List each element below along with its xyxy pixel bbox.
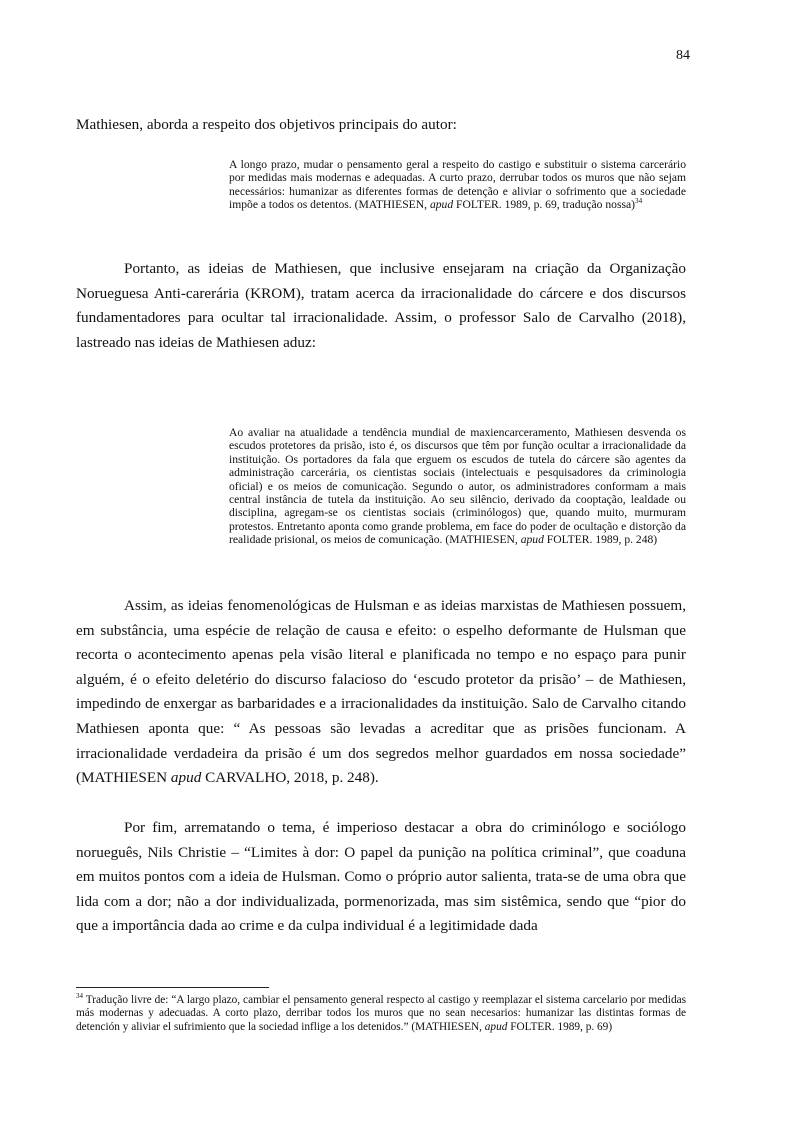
block-quote-1 (229, 158, 686, 212)
footnote-tail: FOLTER. 1989, p. 69) (510, 1020, 613, 1033)
paragraph-christie-text: Por fim, arrematando o tema, é imperioso destacar a obra do criminólogo e sociólogo norueguês, Nils Christie – “Limites à dor: O papel da punição na política criminal”, que coaduna em muitos pontos com a ideia de Hulsman. Como o próprio autor salienta, trata-se de uma obra que lida com a dor; não a dor individualizada, pormenorizada, mas sim sistêmica, sendo que “pior do que a importância dada ao crime e da culpa individual é a legitimidade dada (76, 819, 686, 935)
quote-1-apud: apud (429, 198, 454, 212)
paragraph-hulsman-tail: CARVALHO, 2018, p. 248). (205, 769, 379, 787)
paragraph-intro-text: Mathiesen, aborda a respeito dos objetivos principais do autor: (76, 116, 457, 133)
footnote-apud: apud (484, 1020, 508, 1033)
paragraph-hulsman-text: Assim, as ideias fenomenológicas de Hulsman e as ideias marxistas de Mathiesen possuem, em substância, uma espécie de relação de causa e efeito: o espelho deformante de Hulsman que recorta o acontecimento apenas pela visão literal e planificada no tempo e no espaço para punir alguém, é o efeito deletério do discurso falacioso do ‘escudo protetor da prisão’ – de Mathiesen, impedindo de enxergar as barbaridades e a irracionalidades da instituição. Salo de Carvalho citando Mathiesen aponta que: “ As pessoas são levadas a acreditar que as prisões funcionam. A irracionalidade verdadeira da prisão é um dos segredos melhor guardados em nossa sociedade” (MATHIESEN (76, 597, 686, 787)
quote-1-tail: FOLTER. 1989, p. 69, tradução nossa) (456, 198, 635, 212)
quote-2-apud: apud (520, 533, 544, 547)
paragraph-intro (76, 113, 686, 138)
page-number: 84 (676, 48, 690, 63)
paragraph-christie (76, 816, 686, 939)
footnote-number: 34 (76, 992, 83, 1001)
paragraph-hulsman-mathiesen (76, 594, 686, 791)
quote-2-tail: FOLTER. 1989, p. 248) (546, 533, 658, 547)
footnote-34 (76, 994, 686, 1034)
footnote-text: Tradução livre de: “A largo plazo, cambiar el pensamento general respecto al castigo y reemplazar el sistema carcelario por medidas más modernas y adecuadas. A corto plazo, derribar todos los muros que no sean necesarios: humanizar las distintas formas de detención y aliviar el sufrimiento que la sociedad inflige a los detenidos.” (MATHIESEN, (76, 994, 686, 1033)
footnote-separator (76, 987, 269, 988)
quote-1-text: A longo prazo, mudar o pensamento geral a respeito do castigo e substituir o sistema carcerário por medidas mais modernas e adequadas. A curto prazo, derrubar todos os muros que não sejam necessários: humanizar as diferentes formas de detenção e aliviar o sofrimento que a sociedade impõe a todos os detentos. (MATHIESEN, (229, 158, 686, 212)
paragraph-krom (76, 257, 686, 355)
paragraph-krom-text: Portanto, as ideias de Mathiesen, que inclusive ensejaram na criação da Organização Norueguesa Anti-carerária (KROM), tratam acerca da irracionalidade do cárcere e dos discursos fundamentadores para ocultar tal irracionalidade. Assim, o professor Salo de Carvalho (2018), lastreado nas ideias de Mathiesen aduz: (76, 260, 686, 351)
quote-2-text: Ao avaliar na atualidade a tendência mundial de maxiencarceramento, Mathiesen desvenda os escudos protetores da prisão, isto é, os discursos que têm por função ocultar a irracionalidade da instituição. Os portadores da fala que erguem os escudos de tutela do cárcere são agentes da administração carcerária, os cientistas sociais (intelectuais e pesquisadores da criminologia oficial) e os meios de comunicação. Segundo o autor, os administradores conformam a mais central instância de tutela da instituição. Ao seu silêncio, derivado da cooptação, lealdade ou disciplina, agregam-se os cientistas sociais (criminólogos) que, quando muito, murmuram protestos. Entretanto aponta como grande problema, em face do poder de ocultação e distorção da realidade prisional, os meios de comunicação. (MATHIESEN, (229, 426, 686, 547)
block-quote-2 (229, 426, 686, 547)
footnote-reference[interactable]: 34 (634, 197, 643, 206)
paragraph-hulsman-apud: apud (170, 769, 202, 787)
